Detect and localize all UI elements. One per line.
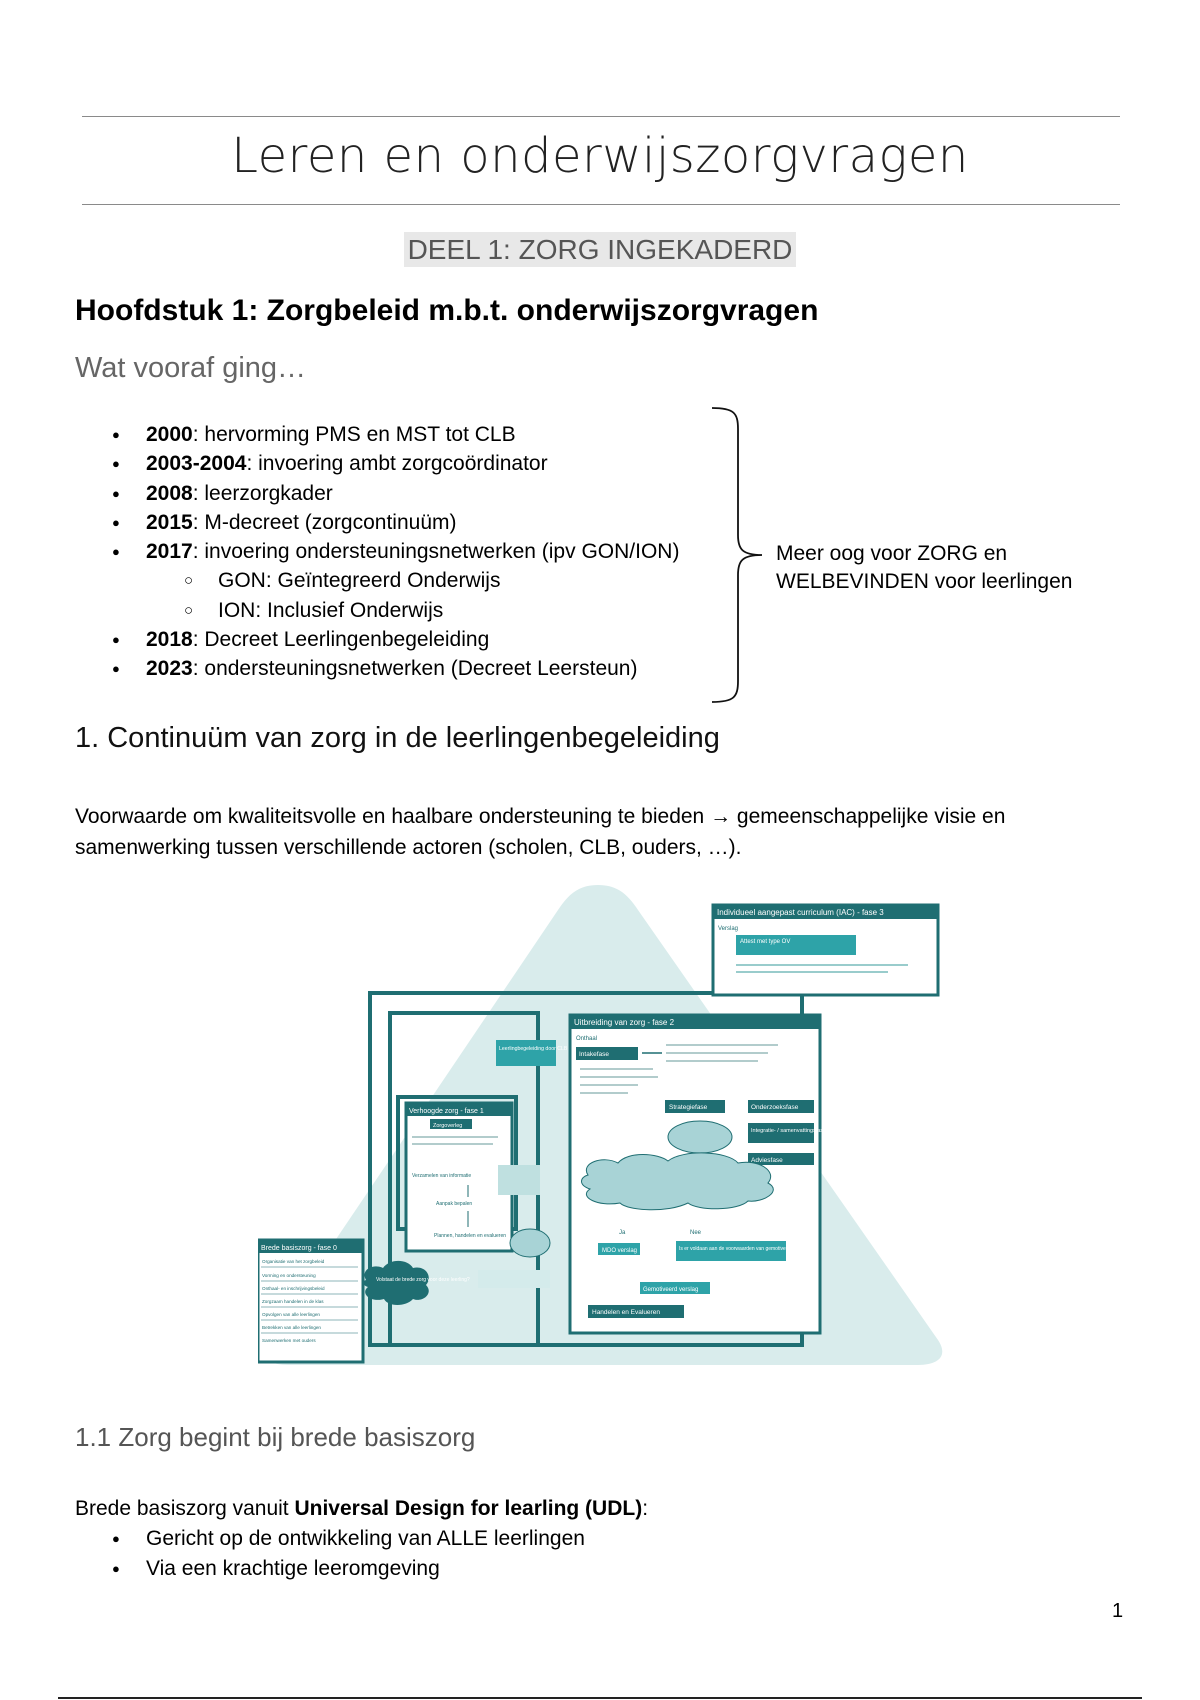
phase0-item: Onthaal- en inschrijvingsbeleid [262,1286,325,1291]
zorgcontinuum-diagram [258,885,948,1370]
page-bottom-rule [58,1697,1142,1699]
phase0-item: Samenwerken met ouders [262,1338,316,1343]
phase2-onderzoek: Onderzoeksfase [751,1104,799,1111]
phase1-tag: Zorgoverleg [433,1123,463,1129]
phase1-box [406,1103,512,1251]
phase2-onthaal: Onthaal [576,1036,598,1042]
yes-label: Ja [619,1230,626,1236]
udl-bullet: ● Gericht op de ontwikkeling van ALLE leerlingen [112,1524,585,1554]
udl-bullets [112,1524,585,1584]
phase1-item: Aanpak bepalen [436,1201,473,1207]
phase3-title: Individueel aangepast curriculum (IAC) - fase 3 [717,908,884,917]
timeline-item: ● 2018: Decreet Leerlingenbegeleiding [112,625,679,654]
phase2-mdo: MDO verslag [602,1248,638,1254]
document-title: Leren en onderwijszorgvragen [231,128,969,184]
phase2-box [570,1015,826,1333]
phase0-item: Opvolgen van alle leerlingen [262,1312,320,1317]
phase1-item: Verzamelen van informatie [412,1173,472,1179]
phase1-item: Plannen, handelen en evalueren [434,1233,507,1239]
timeline-item: ● 2015: M-decreet (zorgcontinuüm) [112,508,679,537]
timeline-list [112,420,679,684]
phase3-box [713,905,938,995]
no-label: Nee [690,1230,702,1236]
section-1-1-heading: 1.1 Zorg begint bij brede basiszorg [75,1422,476,1452]
timeline-item: ● 2017: invoering ondersteuningsnetwerken (ipv GON/ION) [112,537,679,566]
section-1-paragraph: Voorwaarde om kwaliteitsvolle en haalbare ondersteuning te bieden → gemeenschappelijke visie en samenwerking tussen verschillende actoren (scholen, CLB, ouders, …). [75,805,1006,859]
phase2-question: Is er voldaan aan de voorwaarden van gemotiveerd verslag? [679,1246,814,1252]
brace-annotation: Meer oog voor ZORG en WELBEVINDEN voor leerlingen [776,542,1073,593]
phase0-item: Vorming en ondersteuning [262,1273,316,1278]
phase2-advies: Adviesfase [751,1157,783,1164]
phase0-item: Betrekken van alle leerlingen [262,1325,321,1330]
part-heading [0,234,1200,266]
phase0-box [258,1240,363,1362]
chapter-heading: Hoofdstuk 1: Zorgbeleid m.b.t. onderwijszorgvragen [75,294,819,327]
udl-bullet: ● Via een krachtige leeromgeving [112,1554,585,1584]
part-heading-text: DEEL 1: ZORG INGEKADERD [404,232,797,267]
timeline-subitem: ○ GON: Geïntegreerd Onderwijs [112,566,679,595]
timeline-item: ● 2000: hervorming PMS en MST tot CLB [112,420,679,449]
timeline-item: ● 2003-2004: invoering ambt zorgcoördinator [112,449,679,478]
phase1-cloud [510,1229,550,1257]
timeline-item: ● 2008: leerzorgkader [112,479,679,508]
phase2-integratie: Integratie- / samenvattingsfase [751,1128,827,1134]
udl-paragraph: Brede basiszorg vanuit Universal Design for learling (UDL): [75,1497,649,1520]
phase1-title: Verhoogde zorg - fase 1 [409,1108,484,1115]
phase2-intake: Intakefase [579,1051,609,1058]
phase3-item: Attest met type OV [740,939,791,945]
phase0-item: Zorgzaam handelen in de klas [262,1299,324,1304]
phase2-gemotiveerd: Gemotiveerd verslag [643,1287,699,1293]
timeline-item: ● 2023: ondersteuningsnetwerken (Decreet Leersteun) [112,654,679,683]
phase0-item: Organisatie van het zorgbeleid [262,1259,325,1264]
intro-heading: Wat vooraf ging… [75,352,307,384]
title-rule-bottom [82,204,1120,205]
phase2-title: Uitbreiding van zorg - fase 2 [574,1018,675,1027]
timeline-subitem: ○ ION: Inclusief Onderwijs [112,596,679,625]
title-rule-top [82,116,1120,117]
phase3-sub: Verslag [718,926,739,932]
page-number: 1 [1112,1600,1124,1622]
phase0-title: Brede basiszorg - fase 0 [261,1245,337,1252]
phase2-strategie: Strategiefase [669,1104,708,1111]
curly-brace [712,405,772,705]
section-1-heading: 1. Continuüm van zorg in de leerlingenbegeleiding [75,722,720,754]
clb-label: Leerlingbegeleiding door CLB [499,1046,568,1052]
cloud0-text: Volstaat de brede zorg voor deze leerling? [376,1277,470,1283]
strategy-cloud [668,1121,732,1153]
phase2-handelen: Handelen en Evalueren [592,1309,660,1316]
